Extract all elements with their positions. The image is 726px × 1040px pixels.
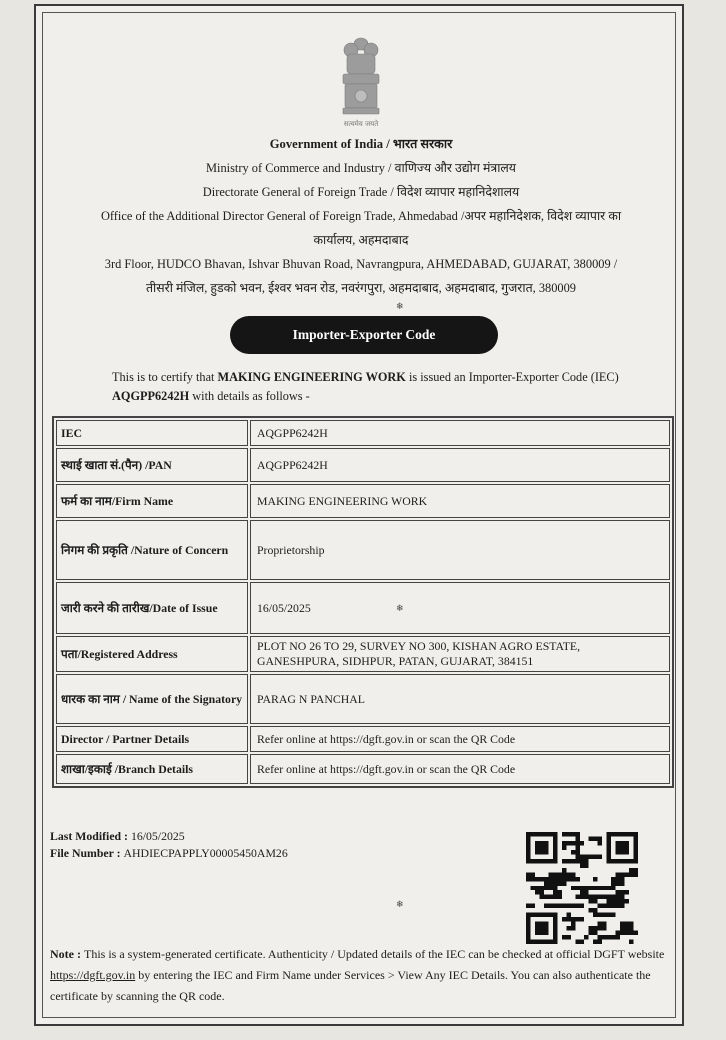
certify-prefix: This is to certify that: [112, 370, 218, 384]
table-row: [56, 448, 670, 482]
detail-value: 16/05/2025: [250, 582, 670, 634]
note-text-1: This is a system-generated certificate. Authenticity / Updated details of the IEC can be checked at official DGFT website: [83, 947, 665, 961]
certificate-sheet: [34, 4, 684, 1026]
detail-label: स्थाई खाता सं.(पैन) /PAN: [56, 448, 248, 482]
scan-mark: ❄: [396, 301, 404, 311]
certify-firm-name: MAKING ENGINEERING WORK: [217, 370, 406, 384]
certify-middle: is issued an Importer-Exporter Code (IEC): [405, 370, 619, 384]
table-row: [56, 674, 670, 724]
certify-iec: AQGPP6242H: [112, 389, 190, 403]
address-english: 3rd Floor, HUDCO Bhavan, Ishvar Bhuvan Road, Navrangpura, AHMEDABAD, GUJARAT, 380009 /: [104, 257, 618, 271]
detail-label: पता/Registered Address: [56, 636, 248, 672]
detail-value: PLOT NO 26 TO 29, SURVEY NO 300, KISHAN AGRO ESTATE, GANESHPURA, SIDHPUR, PATAN, GUJARAT, 384151: [250, 636, 670, 672]
detail-label: जारी करने की तारीख/Date of Issue: [56, 582, 248, 634]
certify-suffix: with details as follows -: [189, 389, 310, 403]
note-label: Note :: [50, 947, 84, 961]
file-number: File Number : AHDIECPAPPLY00005450AM26: [50, 846, 288, 860]
detail-label: धारक का नाम / Name of the Signatory: [56, 674, 248, 724]
table-row: [56, 636, 670, 672]
iec-details-table: [52, 416, 674, 788]
file-number-value: AHDIECPAPPLY00005450AM26: [123, 846, 288, 860]
last-modified: Last Modified : 16/05/2025: [50, 829, 185, 843]
table-row: [56, 754, 670, 784]
dgft-website-link[interactable]: https://dgft.gov.in: [50, 968, 136, 982]
detail-label: निगम की प्रकृति /Nature of Concern: [56, 520, 248, 580]
directorate-line: Directorate General of Foreign Trade / विदेश व्यापार महानिदेशालय: [202, 185, 520, 199]
detail-label: IEC: [56, 420, 248, 446]
emblem-motto: सत्यमेव जयते: [343, 120, 379, 128]
detail-value: Refer online at https://dgft.gov.in or scan the QR Code: [250, 754, 670, 784]
detail-value: Refer online at https://dgft.gov.in or scan the QR Code: [250, 726, 670, 752]
qr-code-icon[interactable]: [526, 832, 638, 944]
issuing-authority-header: [46, 132, 676, 300]
office-line-2: कार्यालय, अहमदाबाद: [313, 233, 409, 247]
address-hindi: तीसरी मंजिल, हुडको भवन, ईश्वर भवन रोड, नवरंगपुरा, अहमदाबाद, अहमदाबाद, गुजरात, 380009: [145, 281, 577, 295]
office-line-1: Office of the Additional Director General of Foreign Trade, Ahmedabad /अपर महानिदेशक, विदेश व्यापार का: [100, 209, 622, 223]
national-emblem-icon: [331, 32, 391, 132]
ministry-line: Ministry of Commerce and Industry / वाणिज्य और उद्योग मंत्रालय: [206, 161, 516, 175]
note-text-2: by entering the IEC and Firm Name under Services > View Any IEC Details. You can also authenticate the certificate by scanning the QR code.: [50, 968, 651, 1003]
detail-value: MAKING ENGINEERING WORK: [250, 484, 670, 518]
table-row: [56, 484, 670, 518]
detail-value: AQGPP6242H: [250, 420, 670, 446]
detail-label: शाखा/इकाई /Branch Details: [56, 754, 248, 784]
table-row: [56, 420, 670, 446]
detail-label: Director / Partner Details: [56, 726, 248, 752]
detail-value: PARAG N PANCHAL: [250, 674, 670, 724]
certification-statement: [112, 368, 632, 406]
table-row: [56, 726, 670, 752]
detail-label: फर्म का नाम/Firm Name: [56, 484, 248, 518]
scan-mark: ❄: [396, 899, 404, 909]
detail-value: Proprietorship: [250, 520, 670, 580]
government-title: Government of India / भारत सरकार: [269, 137, 453, 151]
certificate-title-banner: Importer-Exporter Code: [230, 316, 498, 354]
authenticity-note: [50, 944, 670, 1007]
certificate-metadata: [50, 828, 288, 862]
table-row: [56, 582, 670, 634]
scan-mark: ❄: [396, 603, 404, 613]
detail-value: AQGPP6242H: [250, 448, 670, 482]
last-modified-date: 16/05/2025: [130, 829, 185, 843]
table-row: [56, 520, 670, 580]
